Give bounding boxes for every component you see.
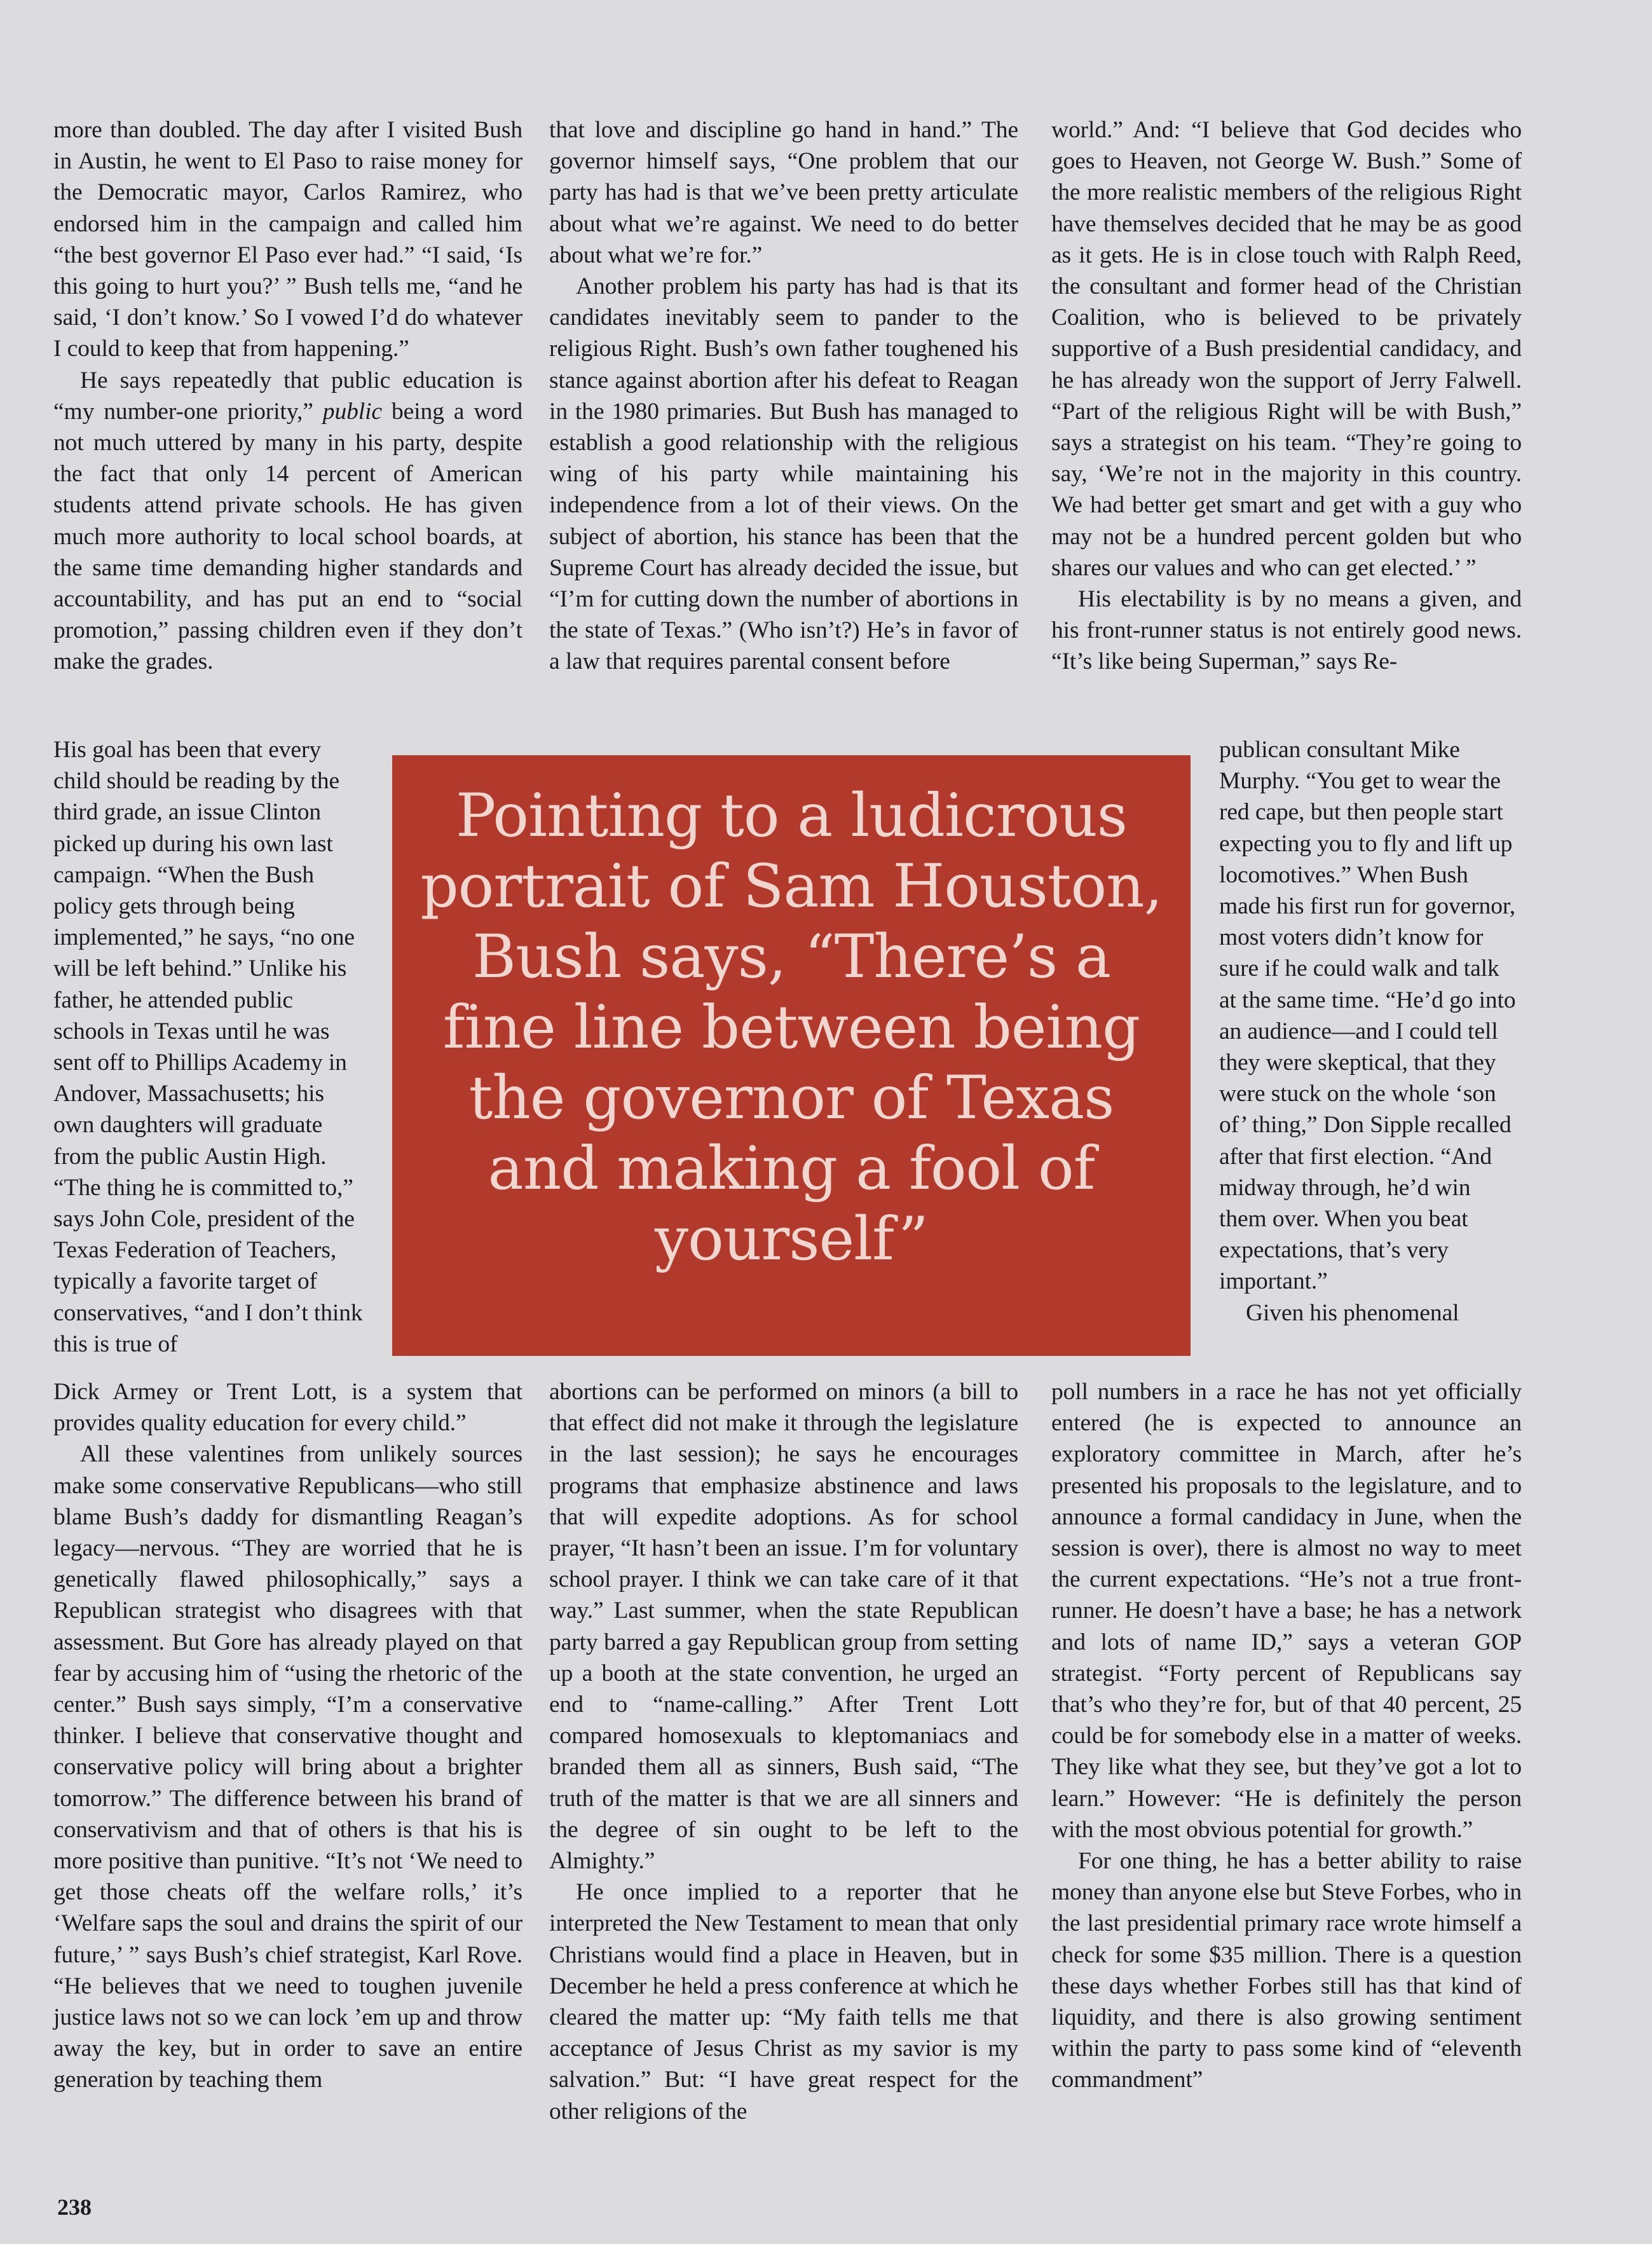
article-paragraph: world.” And: “I believe that God decides who goes to Heaven, not George W. Bush.” Some of the more realistic members of the religious Right have themselves decided that he may be as good as it gets. He is in close touch with Ralph Reed, the consultant and former head of the Christian Coalition, who is believed to be privately supportive of a Bush presidential candidacy, and he has already won the support of Jerry Falwell. “Part of the religious Right will be with Bush,” says a strategist on his team. “They’re going to say, ‘We’re not in the majority in this country. We had better get smart and get with a guy who may not be a hundred percent golden but who shares our values and who can get elected.’ ” <box>1051 117 1522 581</box>
article-paragraph: that love and discipline go hand in hand.” The governor himself says, “One problem that our party has had is that we’ve been pretty articulate about what we’re against. We need to do better about what we’re for.” <box>549 117 1018 268</box>
article-paragraph: Dick Armey or Trent Lott, is a system that provides quality education for every child.” <box>53 1379 522 1437</box>
pull-quote-text: Pointing to a ludicrous portrait of Sam Houston, Bush says, “There’s a fine line between being the governor of Texas and making a fool of yourself” <box>420 781 1163 1274</box>
pull-quote-box <box>392 755 1191 1356</box>
article-paragraph: All these valentines from unlikely sources make some conservative Republicans—who still blame Bush’s daddy for dismantling Reagan’s legacy—nervous. “They are worried that he is genetically flawed philosophically,” says a Republican strategist who disagrees with that assessment. But Gore has already played on that fear by accusing him of “using the rhetoric of the center.” Bush says simply, “I’m a conservative thinker. I believe that conservative thought and conservative policy will bring about a brighter tomorrow.” The difference between his brand of conservativism and that of others is that his is more positive than punitive. “It’s not ‘We need to get those cheats off the welfare rolls,’ it’s ‘Welfare saps the soul and drains the spirit of our future,’ ” says Bush’s chief strategist, Karl Rove. “He believes that we need to toughen juvenile justice laws not so we can lock ’em up and throw away the key, but in order to save an entire generation by teaching them <box>53 1441 522 2093</box>
article-paragraph: more than doubled. The day after I visited Bush in Austin, he went to El Paso to raise money for the Democratic mayor, Carlos Ramirez, who endorsed him in the campaign and called him “the best governor El Paso ever had.” “I said, ‘Is this going to hurt you?’ ” Bush tells me, “and he said, ‘I don’t know.’ So I vowed I’d do whatever I could to keep that from happening.” <box>53 117 522 362</box>
article-column-right-lower <box>1051 1376 1522 2096</box>
article-paragraph: He once implied to a reporter that he interpreted the New Testament to mean that only Christians would find a place in Heaven, but in December he held a press conference at which he cleared the matter up: “My faith tells me that acceptance of Jesus Christ as my savior is my salvation.” But: “I have great respect for the other religions of the <box>549 1879 1018 2124</box>
article-column-right-wrap <box>1219 734 1522 1329</box>
article-paragraph: publican consultant Mike Murphy. “You get to wear the red cape, but then people start expecting you to fly and lift up locomotives.” When Bush made his first run for governor, most voters didn’t know for sure if he could walk and talk at the same time. “He’d go into an audience—and I could tell they were skeptical, that they were stuck on the whole ‘son of’ thing,” Don Sipple recalled after that first election. “And midway through, he’d win them over. When you beat expectations, that’s very important.” <box>1219 737 1516 1295</box>
article-paragraph: For one thing, he has a better ability to raise money than anyone else but Steve Forbes, who in the last presidential primary race wrote himself a check for some $35 million. There is a question these days whether Forbes still has that kind of liquidity, and there is also growing sentiment within the party to pass some kind of “eleventh commandment” <box>1051 1848 1522 2093</box>
article-column-left <box>53 114 522 678</box>
article-paragraph: He says repeatedly that public education is “my number-one priority,” public being a word not much uttered by many in his party, despite the fact that only 14 percent of American students attend private schools. He has given much more authority to local school boards, at the same time demanding higher standards and accountability, and has put an end to “social promotion,” passing children even if they don’t make the grades. <box>53 367 522 675</box>
article-column-middle <box>549 114 1018 678</box>
article-paragraph: abortions can be performed on minors (a bill to that effect did not make it through the legislature in the last session); he says he encourages programs that emphasize abstinence and laws that will expedite adoptions. As for school prayer, “It hasn’t been an issue. I’m for voluntary school prayer. I think we can take care of it that way.” Last summer, when the state Republican party barred a gay Republican group from setting up a booth at the state convention, he urged an end to “name-calling.” After Trent Lott compared homosexuals to kleptomaniacs and branded them all as sinners, Bush said, “The truth of the matter is that we are all sinners and the degree of sin ought to be left to the Almighty.” <box>549 1379 1018 1875</box>
article-column-left-lower <box>53 1376 522 2096</box>
emphasis-text: public <box>322 398 382 425</box>
article-paragraph: His electability is by no means a given, and his front-runner status is not entirely good news. “It’s like being Superman,” says Re- <box>1051 586 1522 675</box>
article-column-middle-lower <box>549 1376 1018 2127</box>
article-column-right <box>1051 114 1522 678</box>
article-paragraph: Another problem his party has had is that its candidates inevitably seem to pander to the religious Right. Bush’s own father toughened his stance against abortion after his defeat to Reagan in the 1980 primaries. But Bush has managed to establish a good relationship with the religious wing of his party while maintaining his independence from a lot of their views. On the subject of abortion, his stance has been that the Supreme Court has already decided the issue, but “I’m for cutting down the number of abortions in the state of Texas.” (Who isn’t?) He’s in favor of a law that requires parental consent before <box>549 273 1018 675</box>
article-paragraph: His goal has been that every child should be reading by the third grade, an issue Clinton picked up during his own last campaign. “When the Bush policy gets through being implemented,” he says, “no one will be left behind.” Unlike his father, he attended public schools in Texas until he was sent off to Phillips Academy in Andover, Massachusetts; his own daughters will graduate from the public Austin High. “The thing he is committed to,” says John Cole, president of the Texas Federation of Teachers, typically a favorite target of conservatives, “and I don’t think this is true of <box>53 737 363 1357</box>
article-paragraph: poll numbers in a race he has not yet officially entered (he is expected to announce an exploratory committee in March, after he’s presented his proposals to the legislature, and to announce a formal candidacy in June, when the session is over), there is almost no way to meet the current expectations. “He’s not a true front-runner. He doesn’t have a base; he has a network and lots of name ID,” says a veteran GOP strategist. “Forty percent of Republicans say that’s who they’re for, but of that 40 percent, 25 could be for somebody else in a matter of weeks. They like what they see, but they’ve got a lot to learn.” However: “He is definitely the person with the most obvious potential for growth.” <box>1051 1379 1522 1843</box>
article-column-left-wrap <box>53 734 365 1360</box>
page-number: 238 <box>57 2194 92 2220</box>
article-paragraph: Given his phenomenal <box>1246 1299 1459 1326</box>
